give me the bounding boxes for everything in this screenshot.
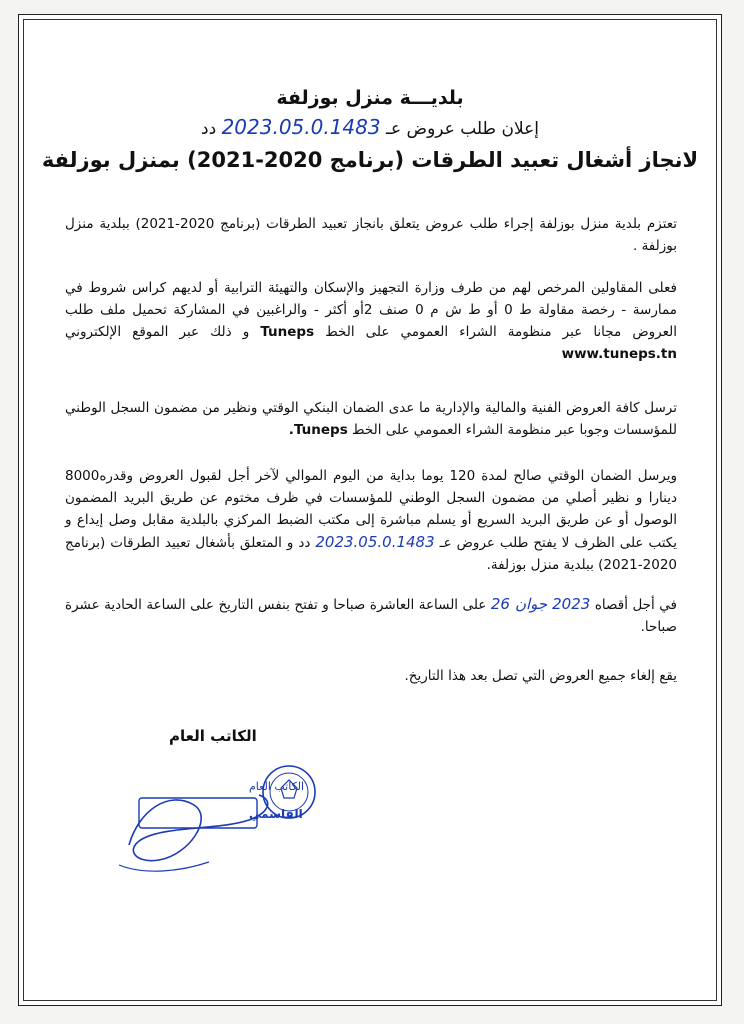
handwritten-notice-number-2: 2023.05.0.1483 <box>315 533 435 551</box>
rectangular-stamp <box>139 780 304 828</box>
stamp-and-signature-graphic <box>99 750 319 880</box>
paragraph-deadline <box>65 593 677 638</box>
notice-prefix: إعلان طلب عروض عـ <box>386 119 539 139</box>
deadline-text: في أجل أقصاه <box>594 597 677 613</box>
tuneps-label-2: Tuneps. <box>288 422 348 438</box>
deadline-text-2: على الساعة العاشرة صباحا و تفتح بنفس التاريخ على الساعة الحادية عشرة صباحا. <box>65 597 677 635</box>
stamp-name-text: القاسمي <box>249 807 303 821</box>
handwritten-deadline-date: 2023 جوان 26 <box>490 595 591 613</box>
paragraph-intro: تعتزم بلدية منزل بوزلفة إجراء طلب عروض يتعلق بانجاز تعبيد الطرقات (برنامج 2020-2021) ببلدية منزل بوزلفة . <box>65 216 677 254</box>
tuneps-url: www.tuneps.tn <box>561 346 677 362</box>
municipality-heading: بلديـــة منزل بوزلفة <box>276 87 464 109</box>
submission-text: ترسل كافة العروض الفنية والمالية والإدارية ما عدى الضمان البنكي الوقتي ونظير من مضمون السجل الوطني للمؤسسات وجوبا عبر منظومة الشراء العمومي على الخط <box>65 400 677 438</box>
tuneps-label: Tuneps <box>260 324 315 340</box>
paragraph-submission <box>65 397 677 441</box>
guarantee-text: ويرسل الضمان الوقتي صالح لمدة 120 يوما بداية من اليوم الموالي لآخر أجل لقبول العروض وقدره8000 دينارا و نظير أصلي من مضمون السجل الوطني للمؤسسات في ظرف مختوم عن طريق البريد المضمون الوصول أو عن طريق البريد السريع أو يسلم مباشرة إلى مكتب الضبط المركزي بالبلدية مقابل وصل إيداع و يكتب على الظرف لا يفتح طلب عروض عـ <box>65 468 677 551</box>
document-page <box>18 14 722 1006</box>
paragraph-cancellation: يقع إلغاء جميع العروض التي تصل بعد هذا التاريخ. <box>404 668 677 684</box>
paragraph-guarantee <box>65 465 677 576</box>
handwritten-notice-number: 2023.05.0.1483 <box>221 115 381 139</box>
notice-title: لانجاز أشغال تعبيد الطرقات (برنامج 2020-2021) بمنزل بوزلفة <box>41 148 699 172</box>
notice-heading <box>19 115 721 139</box>
notice-suffix: دد <box>201 119 217 139</box>
eligibility-text: فعلى المقاولين المرخص لهم من طرف وزارة التجهيز والإسكان والتهيئة الترابية أو لديهم كراس شروط في ممارسة - رخصة مقاولة ط 0 أو ط ش م 0 صنف 2أو أكثر - والراغبين في المشاركة تحميل ملف طلب العروض مجانا عبر منظومة الشراء العمومي على الخط <box>65 280 677 340</box>
signature-stamp-area <box>99 750 319 880</box>
stamp-title-text: الكاتب العام <box>249 780 305 793</box>
guarantee-text-2: دد و المتعلق بأشغال تعبيد الطرقات (برنامج 2020-2021) ببلدية منزل بوزلفة. <box>65 535 677 573</box>
eligibility-text-2: و ذلك عبر الموقع الإلكتروني <box>65 324 250 340</box>
paragraph-eligibility <box>65 277 677 365</box>
signatory-title: الكاتب العام <box>169 727 257 745</box>
